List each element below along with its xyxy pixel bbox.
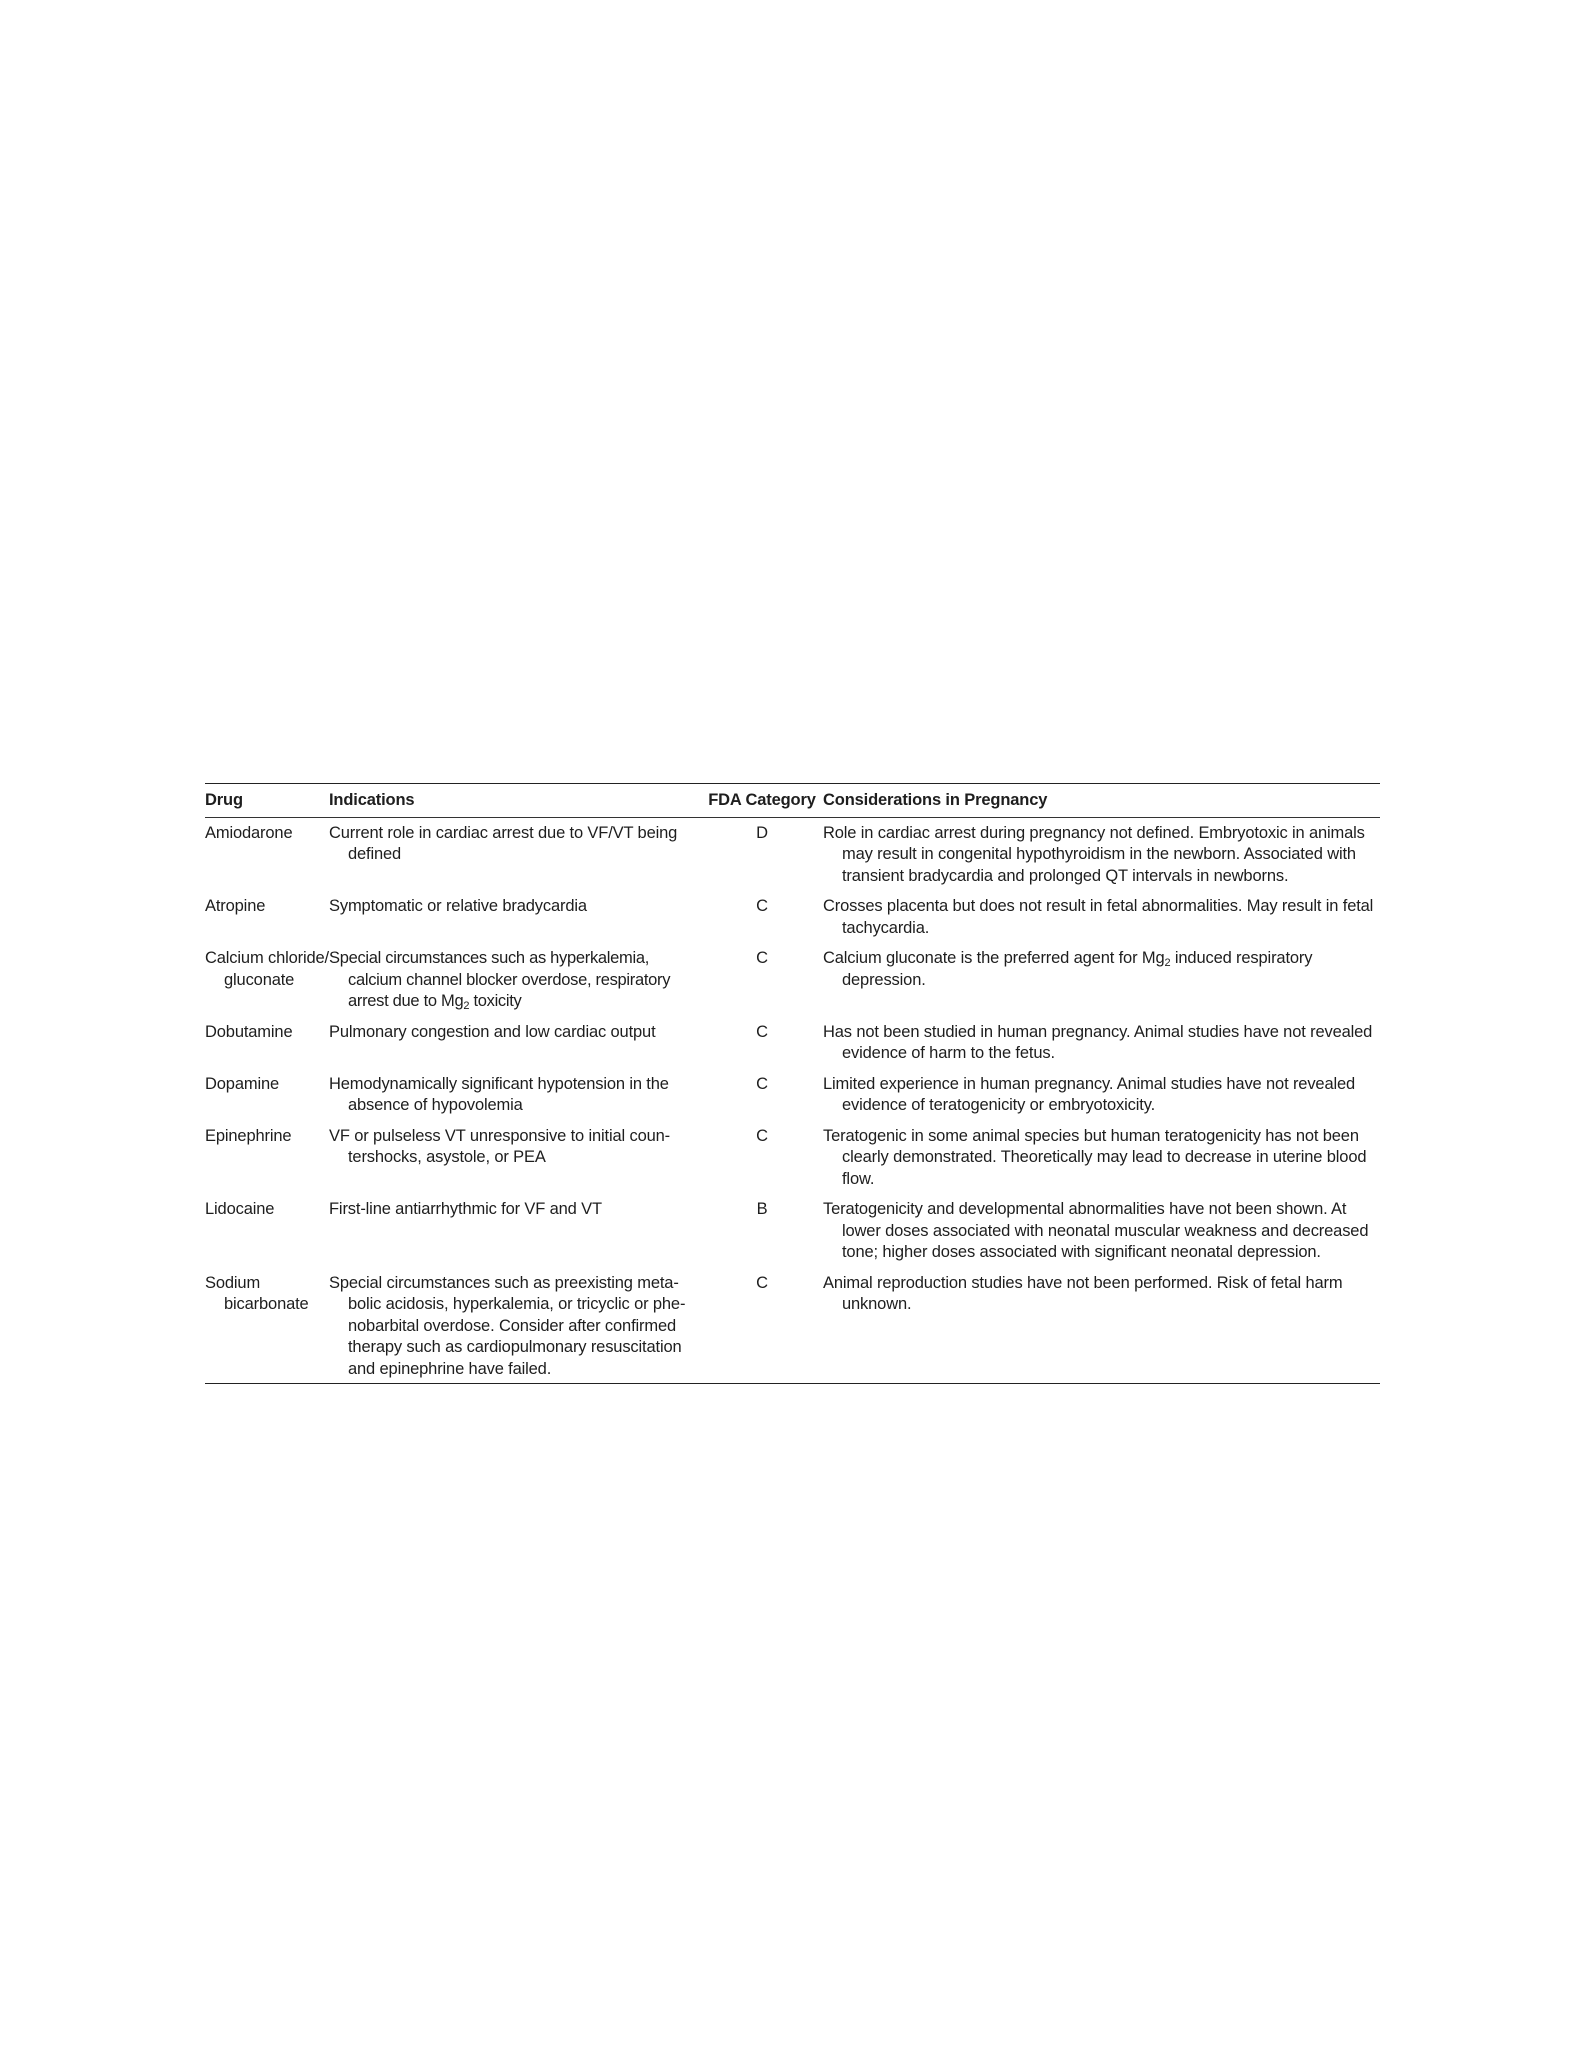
drug-table xyxy=(205,783,1380,1384)
header-drug: Drug xyxy=(205,784,329,817)
header-considerations: Considerations in Pregnancy xyxy=(823,784,1380,817)
drug-cell: Dopamine xyxy=(205,1074,280,1093)
drug-cell: Amiodarone xyxy=(205,823,293,842)
header-indications: Indications xyxy=(329,784,701,817)
drug-table-grid xyxy=(205,784,1380,1383)
indications-cell: Pulmonary congestion and low cardiac output xyxy=(329,1022,656,1041)
indications-cell: First-line antiarrhythmic for VF and VT xyxy=(329,1200,602,1218)
subscript: 2 xyxy=(463,1000,470,1012)
table-row xyxy=(205,948,1380,1022)
subscript: 2 xyxy=(1164,957,1171,969)
table-body xyxy=(205,817,1380,1383)
considerations-cell: Limited experience in human pregnancy. Animal studies have not revealed evidence of teratogenicity or embryotoxicity. xyxy=(823,1074,1356,1114)
considerations-cell: Teratogenic in some animal species but human teratogenicity has not been clearly demonstrated. Theoretically may lead to decrease in uterine blood flow. xyxy=(823,1126,1367,1188)
fda-category-cell: D xyxy=(756,823,768,842)
considerations-cell: Has not been studied in human pregnancy. Animal studies have not revealed evidence of harm to the fetus. xyxy=(823,1022,1373,1062)
considerations-cell: Crosses placenta but does not result in fetal abnormalities. May result in fetal tachycardia. xyxy=(823,897,1374,937)
fda-category-cell: C xyxy=(756,1273,768,1292)
drug-cell: Epinephrine xyxy=(205,1126,292,1145)
table-row xyxy=(205,817,1380,896)
indications-cell: Hemodynamically significant hypotension in the absence of hypovolemia xyxy=(329,1074,669,1114)
fda-category-cell: C xyxy=(756,949,768,967)
drug-cell: Lidocaine xyxy=(205,1200,275,1218)
considerations-cell: Teratogenicity and developmental abnormalities have not been shown. At lower doses associated with neonatal muscular weakness and decreased tone; higher doses associated with significant neonatal depression. xyxy=(823,1200,1369,1261)
fda-category-cell: C xyxy=(756,897,768,915)
indications-text-end: toxicity xyxy=(469,992,522,1010)
indications-cell: Special circumstances such as preexisting meta-bolic acidosis, hyperkalemia, or tricyclic or phe-nobarbital overdose. Consider after confirmed therapy such as cardiopulmonary resuscitation and epinephrine have failed. xyxy=(329,1273,686,1378)
fda-category-cell: B xyxy=(756,1200,768,1218)
table-row xyxy=(205,1199,1380,1273)
table-row xyxy=(205,896,1380,948)
header-fda-category: FDA Category xyxy=(701,784,823,817)
indications-cell: VF or pulseless VT unresponsive to initial coun-tershocks, asystole, or PEA xyxy=(329,1126,671,1166)
considerations-text: Calcium gluconate is the preferred agent for Mg xyxy=(823,949,1165,967)
fda-category-cell: C xyxy=(756,1074,768,1093)
fda-category-cell: C xyxy=(756,1126,768,1145)
header-row xyxy=(205,784,1380,817)
table-row xyxy=(205,1273,1380,1384)
considerations-cell: Role in cardiac arrest during pregnancy not defined. Embryotoxic in animals may result in congenital hypothyroidism in the newborn. Associated with transient bradycardia and prolonged QT intervals in newborns. xyxy=(823,823,1365,885)
drug-cell: Atropine xyxy=(205,897,266,915)
fda-category-cell: C xyxy=(756,1022,768,1041)
indications-cell xyxy=(329,948,701,1022)
considerations-text-end: induced respiratory depression. xyxy=(842,949,1313,989)
considerations-cell: Animal reproduction studies have not been performed. Risk of fetal harm unknown. xyxy=(823,1273,1343,1313)
table-row xyxy=(205,1074,1380,1126)
indications-cell: Symptomatic or relative bradycardia xyxy=(329,897,587,915)
drug-cell: Dobutamine xyxy=(205,1022,293,1041)
drug-cell: Sodium bicarbonate xyxy=(205,1273,309,1313)
considerations-cell xyxy=(823,948,1380,1022)
table-row xyxy=(205,1126,1380,1200)
drug-cell: Calcium chloride/ gluconate xyxy=(205,949,329,989)
table-header xyxy=(205,784,1380,817)
indications-cell: Current role in cardiac arrest due to VF/VT being defined xyxy=(329,823,678,863)
indications-text: Special circumstances such as hyperkalemia, calcium channel blocker overdose, respiratory arrest due to Mg xyxy=(329,949,671,1010)
table-row xyxy=(205,1022,1380,1074)
